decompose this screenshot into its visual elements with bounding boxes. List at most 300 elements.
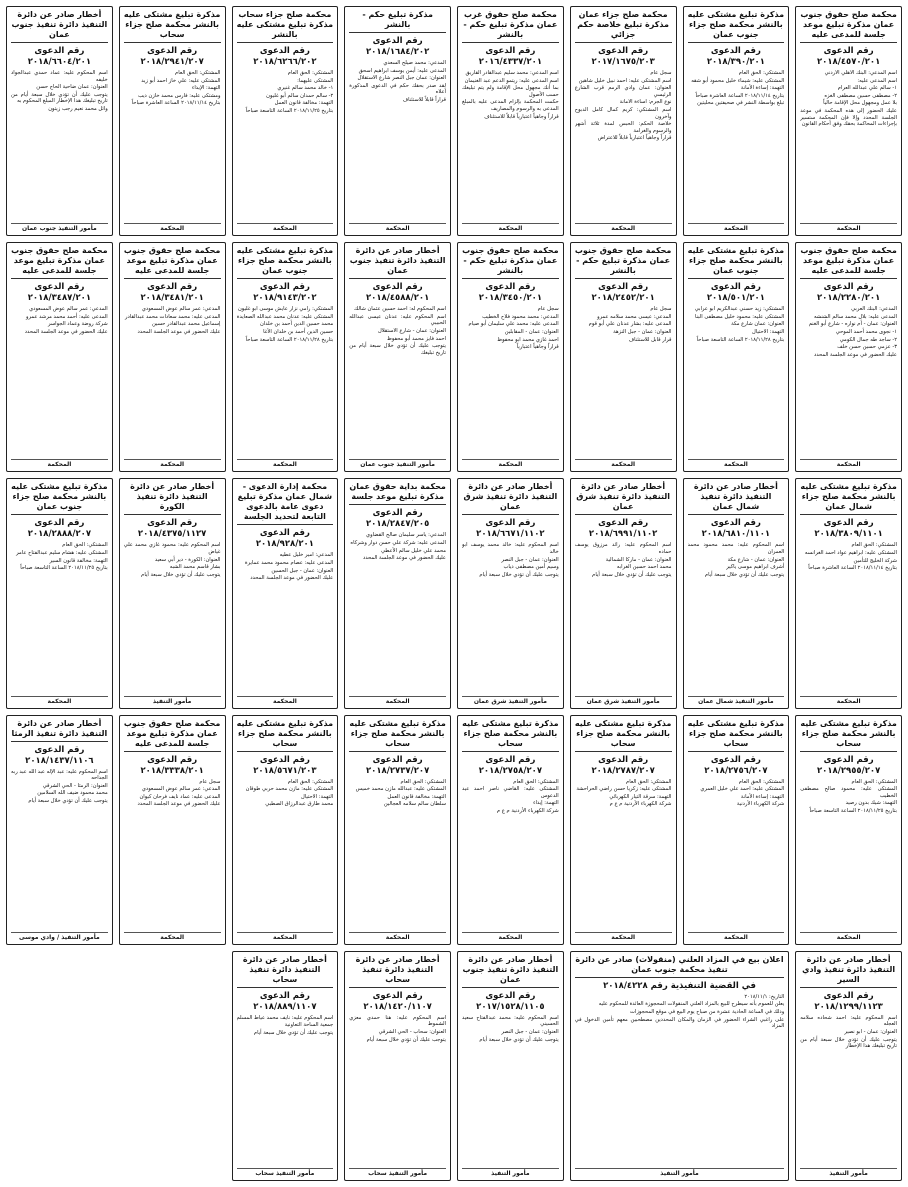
notice-header: محكمة صلح حقوق جنوب عمان مذكرة تبليغ موعد جلسة للمدعى عليه (800, 246, 897, 279)
notice-line: العنوان: عمان وادي الرمم قرب الشارع الرئيسي (574, 85, 672, 98)
notice-line: العنوان: عمان - شارع الاستقلال (377, 327, 446, 334)
notice-line: العنوان: عمان شارع مكة (731, 321, 785, 328)
notice-line: التهمة: مخالفة قانون العمل (274, 100, 334, 107)
notice-line: المشتكى عليه: مازن محمد حربي طوقان (245, 786, 334, 793)
notice-line: اسم المحكوم عليه: نايف محمد عياط المسلم (236, 1014, 334, 1021)
notice-body (462, 542, 559, 694)
notice-header: محكمة بداية حقوق عمان مذكرة تبليغ موعد جلسة (349, 482, 446, 505)
notice-header: أخطار صادر عن دائرة التنفيذ دائرة تنفيذ سحاب (349, 955, 446, 988)
notice-line: محمد حسين الدين أحمد بن خلدان (260, 321, 334, 328)
case-number: رقم الدعوى ٢٠١٨/١٢٩٩/١١٢٣ (814, 990, 883, 1012)
notice-line: المدعي: عمر سالم عوض المسعودي (141, 786, 221, 793)
notice-header: محكمة صلح حقوق جنوب عمان مذكرة تبليغ موعد جلسة للمدعى عليه (11, 246, 108, 279)
legal-notice (570, 242, 677, 472)
notice-line: يتوجب عليك أن تؤدي خلال سبعة أيام من تاريخ تبليغك هذا الإخطار (800, 1036, 897, 1050)
notice-line: وائل محمد نعيم رجب زيتون (48, 105, 108, 112)
notice-body (349, 1015, 446, 1167)
notice-signature: المحكمة (575, 932, 672, 941)
notice-signature: المحكمة (349, 696, 446, 705)
legal-notice (457, 478, 564, 708)
notice-line: العنوان: عمان - ابو نصير (844, 1028, 897, 1035)
notice-line: سلطان سالم سلامه العجالين (383, 801, 446, 808)
notice-line: تبلغ بواسطة النشر في صحيفتين محليتين (697, 100, 785, 107)
case-number: رقم الدعوى ٢٠١٨/٦٨١٠/١١٠١ (701, 518, 771, 540)
notice-body (688, 779, 785, 931)
legal-notice (6, 6, 113, 236)
notice-header: مذكرة تبليغ مشتكى عليه بالنشر محكمة صلح جزاء سحاب (800, 719, 897, 752)
notice-line: اسم المشتكي: كريم كمال كامل الدبوح وآخرون (574, 106, 672, 120)
notice-line: المشتكى عليه: القاضي ناصر احمد عيد الدعوس (462, 786, 559, 799)
legal-notice (232, 951, 339, 1181)
notice-body (237, 306, 334, 458)
notice-body (237, 552, 334, 694)
notice-header: أخطار صادر عن دائرة التنفيذ دائرة تنفيذ سحاب (237, 955, 334, 988)
notice-body (462, 70, 559, 222)
notice-header: مذكرة تبليغ مشتكى عليه بالنشر محكمة صلح جزاء جنوب عمان (237, 246, 334, 279)
legal-notice (232, 715, 339, 945)
notice-line: المشتكى عليه: احمد علي خليل العمري (700, 786, 785, 793)
notice-body (237, 1015, 334, 1167)
case-number: رقم الدعوى ٢٠١٨/٣٩٠/٢٠١ (706, 46, 765, 67)
notice-header: أخطار صادر عن دائرة التنفيذ دائرة تنفيذ شمال عمان (688, 482, 785, 515)
notice-line: المشتكي: الحق العام (62, 542, 108, 549)
notice-signature: المحكمة (575, 223, 672, 232)
notice-header: محكمة صلح حقوق جنوب عمان مذكرة تبليغ موعد جلسة للمدعى عليه (800, 10, 897, 43)
notice-line: بلا عمل ومجهول محل الإقامة حالياً (823, 100, 897, 107)
case-number: رقم الدعوى ٢٠١٧/١٥٢٨/١١٠٥ (476, 990, 545, 1012)
notice-body (237, 779, 334, 931)
notice-signature: المحكمة (349, 932, 446, 941)
notice-line: اسم المشتكى عليه: احمد نبيل خليل شاهين (578, 77, 672, 84)
notice-line: بما أنك مجهول محل الإقامة ولم يتم تبليغك حسب الأصول (462, 85, 559, 98)
notice-body (349, 306, 446, 458)
notice-line: بتاريخ ٢٠١٨/١١/٢٨ الساعة التاسعة صباحاً (245, 336, 334, 343)
notice-header: أخطار صادر عن دائرة التنفيذ دائرة تنفيذ شرق عمان (575, 482, 672, 515)
legal-notice (232, 242, 339, 472)
notice-signature: مأمور التنفيذ شرق عمان (575, 696, 672, 705)
notice-signature: مأمور التنفيذ سحاب (237, 1168, 334, 1177)
notice-signature: المحكمة (124, 223, 221, 232)
case-number: رقم الدعوى ٢٠١٨/٢٧٨٧/٢٠٧ (591, 754, 655, 776)
notice-header: أخطار صادر عن دائرة التنفيذ دائرة تنفيذ شرق عمان (462, 482, 559, 515)
legal-notice (570, 478, 677, 708)
notice-line: قراراً وجاهياً اعتبارياً قابلاً للاستئناف (484, 113, 559, 120)
notice-body (11, 70, 108, 222)
case-number: رقم الدعوى ٢٠١٨/٨٨٩/١١٠٧ (253, 990, 317, 1012)
notice-header: مذكرة تبليغ مشتكى عليه بالنشر محكمة صلح جزاء سحاب (462, 719, 559, 752)
notice-signature: مأمور التنفيذ شرق عمان (462, 696, 559, 705)
notice-header: محكمة صلح حقوق جنوب عمان مذكرة تبليغ حكم - بالنشر (462, 246, 559, 279)
notice-header: اعلان بيع في المزاد العلني (منقولات) صادر عن دائرة تنفيذ محكمة جنوب عمان (575, 955, 785, 978)
notice-signature: المحكمة (688, 459, 785, 468)
notice-line: التهمة: سرقة التيار الكهربائي (609, 793, 672, 800)
notice-line: يتوجب عليك أن تؤدي خلال سبعة أيام (479, 571, 559, 578)
notice-body (800, 306, 897, 458)
case-number: رقم الدعوى ٢٠١٨/١٤٣٧/١١٠٦ (25, 744, 94, 766)
notice-header: مذكرة تبليغ مشتكى عليه بالنشر محكمة صلح جزاء سحاب (237, 719, 334, 752)
legal-notice (344, 715, 451, 945)
notice-line: ١- نجوى محمد أحمد الموحي (835, 328, 897, 335)
notice-line: المشتكى عليه: شيماء خليل محمود أبو شقه (691, 77, 785, 84)
notice-line: يتوجب عليك أن تؤدي خلال سبعة أيام (704, 571, 785, 578)
notice-line: العنوان: عمان - جبل النصر (501, 556, 559, 563)
notice-line: العنوان: الرمثا - الحي الشرقي (42, 782, 108, 789)
notice-line: ٢- سالم حمدان سالم أبو غليون (266, 92, 334, 99)
notice-line: التهمة: إساءة الأمانة (740, 793, 785, 800)
notice-line: المشتكى عليهما: (297, 77, 334, 84)
notice-line: المشتكي: الحق العام (175, 70, 221, 76)
notice-body (575, 542, 672, 694)
notice-line: عليك الحضور في موعد الجلسة المحدد (362, 555, 446, 562)
notice-line: المدعى عليه: شركة علي حسن دوار وشركاه (350, 539, 446, 546)
notice-line: ١- سالم علي عبدالله العرام (837, 85, 897, 92)
notice-signature: المحكمة (462, 932, 559, 941)
notice-line: قراراً وجاهياً اعتبارياً (516, 344, 559, 351)
notice-line: قراراً وجاهياً اعتبارياً قابلاً للاعتراض (597, 135, 672, 142)
legal-notice (570, 6, 677, 236)
notice-body (800, 542, 897, 694)
notice-header: محكمة صلح حقوق غرب عمان مذكرة تبليغ حكم - بالنشر (462, 10, 559, 43)
notice-line: التهمة: الإيذاء (191, 85, 221, 92)
legal-notice (457, 242, 564, 472)
notice-line: المشتكي: رامي نزار عايش موسى أبو غليون (237, 306, 334, 313)
notice-line: المدعى عليه: أحمد محمد مرشد عمرو (26, 313, 108, 320)
notice-line: التاريخ: ٢٠١٨/١١/١ (744, 993, 785, 1000)
notice-signature: مأمور التنفيذ / وادي موسى (11, 932, 108, 941)
legal-notice (795, 478, 902, 708)
notice-header: مذكرة تبليغ مشتكى عليه بالنشر محكمة صلح جزاء سحاب (575, 719, 672, 752)
case-number: رقم الدعوى ٢٠١٨/٢٨٤٧/٢٠٥ (365, 508, 430, 530)
notice-line: يعلن للعموم بأنه سيطرح للبيع بالمزاد العلني المنقولات المحجوزة العائدة للمحكوم عليه (598, 1001, 785, 1008)
notice-line: المدعي: عمر سالم عوض المسعودي (29, 306, 108, 313)
notice-body (688, 542, 785, 694)
case-number: رقم الدعوى ٢٠١٨/٤٥٧٠/٢٠١ (816, 46, 881, 67)
notice-line: شركة الخليج للتأمين (853, 557, 897, 564)
notice-line: بتاريخ ٢٠١٨/١١/٢٥ الساعة التاسعة صباحاً (809, 807, 897, 814)
notice-signature: المحكمة (462, 223, 559, 232)
notice-body (124, 70, 221, 222)
notice-body (800, 1015, 897, 1167)
notice-line: عليك الحضور في موعد الجلسة المحدد (24, 328, 108, 335)
notice-line: التهمة: مخالفة قانون العمل (387, 793, 446, 800)
notice-line: على راغبي الشراء الحضور في الزمان والمكان المحددين مصطحبين معهم تأمين الدخول في المزاد (574, 1016, 785, 1030)
notice-header: أخطار صادر عن دائرة التنفيذ دائرة تنفيذ الكورة (124, 482, 221, 515)
notice-body (575, 306, 672, 458)
notice-line: المدعي: محمد محمود فلاح الخطيب (482, 313, 559, 320)
notice-line: حسين الدين أحمد بن خلدان الأغا (263, 328, 334, 335)
notice-line: المشتكي: الحق العام (851, 778, 897, 785)
notice-signature: المحكمة (124, 459, 221, 468)
notice-signature: مأمور التنفيذ سحاب (349, 1168, 446, 1177)
notice-signature: المحكمة (237, 932, 334, 941)
notice-body (800, 779, 897, 931)
notice-line: اسم المحكوم عليه: عدنان عيسى عبدالله الحبيبي (349, 313, 446, 327)
notice-header: محكمة صلح جزاء عمان مذكرة تبليغ خلاصة حكم جزائي (575, 10, 672, 43)
case-number: رقم الدعوى ٢٠١٨/٩٢٨/٢٠١ (255, 528, 314, 550)
notice-line: العنوان: عمان - المقابلين (504, 328, 559, 335)
case-number: رقم الدعوى ٢٠١٨/٣٣٣٨/٢٠١ (140, 754, 204, 776)
case-number: رقم الدعوى ٢٠١٨/٦٦٠٤/٢٠١ (27, 46, 92, 67)
notice-line: المدعى عليه: أيمن يوسف ابراهيم اسحق (358, 67, 446, 74)
notice-line: اسم المحكوم عليه: محمد محمود محمد العمران (687, 542, 785, 555)
notice-header: مذكرة تبليغ مشتكى عليه بالنشر محكمة صلح جزاء سحاب (124, 10, 221, 43)
notice-line: بتاريخ ٢٠١٨/١١/١٤ الساعة العاشرة صباحاً (695, 92, 785, 99)
case-number: رقم الدعوى ٢٠١٧/١٦٧٥/٢٠٣ (591, 46, 655, 67)
notice-body (575, 994, 785, 1167)
legal-notice (795, 6, 902, 236)
notice-signature: المحكمة (237, 223, 334, 232)
notice-line: ٢- مصطفى حسين مصطفى الغزه (824, 92, 897, 99)
notice-body (11, 306, 108, 458)
notice-line: بشار قاسم محمد الشبه (169, 564, 221, 571)
notice-line: بتاريخ ٢٠١٨/١١/١٤ الساعة العاشرة صباحاً (131, 100, 221, 107)
notice-body (124, 542, 221, 694)
notice-line: المدعي: أمير خليل عطيه (279, 552, 334, 559)
notice-line: بتاريخ ٢٠١٨/١١/٢٥ الساعة التاسعة صباحاً (245, 107, 334, 114)
notice-signature: المحكمة (237, 696, 334, 705)
notice-line: اسم المدعى عليه: (857, 77, 897, 84)
case-number: رقم الدعوى ٢٠١٨/٣٤٨١/٢٠١ (140, 282, 204, 304)
legal-notice (570, 715, 677, 945)
notice-line: محمد محمود ضيف الله السلامين (37, 790, 108, 797)
notice-line: اسم المحكوم عليه: رائد مرزوق يوسف حماده (574, 542, 672, 555)
notice-line: عليك الحضور في موعد الجلسة المحدد (137, 328, 221, 335)
notice-signature: المحكمة (575, 459, 672, 468)
notice-line: اسم المدعى عليه: ريتمو الدعم عبد الغنيمان (464, 77, 559, 84)
legal-notice (344, 478, 451, 708)
notice-line: العنوان: عمان - ماركا الشمالية (605, 556, 672, 563)
case-number: رقم الدعوى ٢٠١٨/٦٦٧١/١١٠٢ (476, 518, 545, 540)
notice-body (462, 306, 559, 458)
notice-header: أخطار صادر عن دائرة التنفيذ دائرة تنفيذ جنوب عمان (349, 246, 446, 279)
legal-notice (119, 242, 226, 472)
notice-line: المشتكى عليه: هشام سليم عبدالفتاح عامر (16, 549, 108, 556)
legal-notice (6, 715, 113, 945)
legal-notice (570, 951, 790, 1181)
legal-notice (6, 242, 113, 472)
notice-header: أخطار صادر عن دائرة التنفيذ دائرة تنفيذ جنوب عمان (11, 10, 108, 43)
notice-signature: المحكمة (688, 223, 785, 232)
case-number: رقم الدعوى ٢٠١٨/٢٨٨٨/٢٠٧ (27, 518, 92, 540)
notice-body (124, 779, 221, 931)
case-number: رقم الدعوى ٢٠١٨/٢٧٥٦/٢٠٧ (704, 754, 768, 776)
notice-body (800, 70, 897, 222)
notice-body (124, 306, 221, 458)
notice-line: حكمت المحكمة بإلزام المدعى عليه بالمبلغ المدعى به والرسوم والمصاريف (462, 99, 559, 112)
legal-notice (119, 6, 226, 236)
notice-line: اسم المحكوم عليه: هنا حمدي معزي الشموط (349, 1014, 446, 1028)
notice-line: اسم المحكوم عليه: احمد شحاده سلامه العجله (800, 1014, 897, 1028)
notice-signature: مأمور التنفيذ (124, 696, 221, 705)
notice-signature: المحكمة (349, 223, 446, 232)
notice-line: بتاريخ ٢٠١٨/١١/٢٨ الساعة التاسعة صباحاً (696, 336, 785, 343)
notice-line: المدعى عليه: بلال محمد سالم الشنشه (813, 313, 897, 320)
notice-line: المشتكى عليه: علي خاز احمد أبو زيد (141, 77, 221, 84)
notice-signature: المحكمة (124, 932, 221, 941)
notice-header: محكمة صلح حقوق جنوب عمان مذكرة تبليغ حكم - بالنشر (575, 246, 672, 279)
case-number: رقم الدعوى ٢٠١٨/٤٣٧٥/١١٢٧ (137, 518, 207, 540)
legal-notice (344, 242, 451, 472)
case-number: رقم الدعوى ٢٠١٨/٣٨٠٩/١١٠١ (814, 518, 883, 540)
notice-header: محكمة صلح حقوق جنوب عمان مذكرة تبليغ موعد جلسة للمدعى عليه (124, 246, 221, 279)
legal-notice (683, 242, 790, 472)
notice-line: التهمة: الاحتيال (752, 328, 785, 335)
notice-line: اسم المحكوم عليه: عماد حمدي عبدالجواد خليفه (11, 70, 108, 83)
case-number: رقم الدعوى ٢٠١٨/٢٩٥٥/٢٠٧ (816, 754, 881, 776)
notice-signature: المحكمة (800, 932, 897, 941)
notice-line: المشتكي: الحق العام (626, 778, 672, 785)
case-number: رقم الدعوى ٢٠١٨/٦٩٩١/١١٠٢ (588, 518, 658, 540)
notice-line: شركة روضة وعماد الجواسر (47, 321, 108, 328)
notice-body (462, 1015, 559, 1167)
notice-signature: المحكمة (800, 223, 897, 232)
legal-notice (683, 715, 790, 945)
notice-line: يتوجب عليك أن تؤدي خلال سبعة أيام (592, 571, 672, 578)
notice-line: اسم المحكوم له: أحمد حسين عثمان شالك (353, 306, 446, 313)
case-number: رقم الدعوى ٢٠١٨/١٦٨٤/٢٠٢ (365, 36, 430, 57)
notice-line: اسم المحكوم عليه: محمود غازي محمد علي غياض (123, 542, 221, 555)
case-number: رقم الدعوى ٢٠١٨/٥٠١/٢٠١ (706, 282, 765, 304)
notice-line: التهمة: الاحتيال (301, 793, 334, 800)
notice-header: محكمة صلح جزاء سحاب مذكرة تبليغ مشتكى عليه بالنشر (237, 10, 334, 43)
notice-body (575, 779, 672, 931)
notice-line: سجل عام (650, 70, 672, 76)
notice-line: المشتكي: الحق العام (738, 70, 785, 76)
notice-line: شركة الكهرباء الأردنية (736, 801, 785, 808)
notice-line: يتوجب عليك أن تؤدي خلال سبعة أيام (253, 1029, 334, 1036)
notice-line: المشتكي: الحق العام (287, 778, 334, 785)
notice-line: اسم المحكوم عليه: خالد محمد يوسف أبو خالد (462, 542, 559, 555)
notice-line: احمد غازي محمد ابو محفوظ (497, 336, 559, 343)
legal-notice (683, 478, 790, 708)
case-number: رقم الدعوى ٢٠١٨/٣٤٨٧/٢٠١ (27, 282, 92, 304)
notice-signature: المحكمة (11, 696, 108, 705)
notice-line: ومشتكى عليه: فارس محمد خازن ذيب (137, 92, 221, 99)
notice-line: العنوان: الكورة - دير أبي سعيد (154, 556, 221, 563)
notice-header: محكمة صلح حقوق جنوب عمان مذكرة تبليغ موعد جلسة للمدعى عليه (124, 719, 221, 752)
notice-line: عليك الحضور إلى هذه المحكمة في موعد الجلسة المحدد وإلا فإن المحكمة ستسير بإجراءات المحاكمة بحقك وفق أحكام القانون (800, 107, 897, 128)
notice-line: المدعى عليه: محمد سعادات محمد عبدالقادر (124, 313, 221, 320)
notice-line: المشتكى عليه: عدنان محمد عبدالله الصعايدة (236, 313, 334, 320)
notice-signature: المحكمة (688, 932, 785, 941)
notice-header: محكمة إدارة الدعوى - شمال عمان مذكرة تبليغ دعوى عامة بالدعوى التابعة لتحديد الجلسة (237, 482, 334, 525)
notice-line: اسم المدعي: البنك الأهلي الأردني (824, 70, 897, 76)
notice-line: المشتكي: الحق العام (287, 70, 334, 76)
notice-line: المشتكي: الحق العام (851, 542, 897, 549)
notice-line: العنوان: عمان - شارع مكة (727, 556, 785, 563)
notice-body (462, 779, 559, 931)
notice-line: التهمة: شيك بدون رصيد (845, 800, 897, 807)
legal-notice (683, 6, 790, 236)
notice-header: أخطار صادر عن دائرة التنفيذ دائرة تنفيذ الرمثا (11, 719, 108, 742)
notice-header: مذكرة تبليغ مشتكى عليه بالنشر محكمة صلح جزاء جنوب عمان (688, 10, 785, 43)
notice-body (349, 779, 446, 931)
legal-notice (119, 715, 226, 945)
notice-line: ٣- عزمي حسين حسن خلف (837, 344, 897, 351)
notice-line: عليك الحضور في موعد الجلسة المحدد (813, 351, 897, 358)
notice-line: المشتكي: الحق العام (738, 778, 785, 785)
case-number: رقم الدعوى ٢٠١٦/٤٣٣٧/٢٠١ (478, 46, 543, 67)
notice-line: أشرف ابراهيم موسى ياكير (726, 564, 785, 571)
legal-notice (232, 6, 339, 236)
legal-notice (6, 478, 113, 708)
notice-line: عليك الحضور في موعد الجلسة المحدد (250, 575, 334, 582)
notice-line: ٢- ساجد طه جمال الكومي (839, 336, 897, 343)
notice-line: وسيم أمين مصطفى ذياب (503, 564, 559, 571)
notice-line: نوع الجرم: اساءة الامانة (619, 99, 672, 106)
notice-signature: المحكمة (462, 459, 559, 468)
notice-signature: مأمور التنفيذ (462, 1168, 559, 1177)
notice-header: مذكرة تبليغ مشتكى عليه بالنشر محكمة صلح جزاء جنوب عمان (688, 246, 785, 279)
notice-line: المشتكى عليه: محمود خليل مصطفى البنا (694, 313, 785, 320)
notice-line: المدعى عليه: محمد علي سليمان أبو صيام (468, 321, 559, 328)
notice-line: يتوجب عليك أن تؤدي خلال سبعة أيام من تاريخ تبليغك هذا الإخطار المبلغ المحكوم به (11, 91, 108, 105)
notice-line: اسم المحكوم عليه: عبد الإله عبد الله عبد ربه الجداحه (11, 768, 108, 782)
notice-line: وذلك في الساعة الحادية عشرة من صباح يوم البيع في موقع المحجوزات (630, 1008, 785, 1015)
notice-signature: المحكمة (800, 696, 897, 705)
notice-signature: المحكمة (800, 459, 897, 468)
case-number: في القضية التنفيذية رقم ٢٠١٨/٤٢٢٨ (603, 980, 756, 991)
notice-line: المدعي: محمد صيلح السعدي (383, 60, 446, 66)
legal-notice (457, 951, 564, 1181)
notice-line: المدعى عليه: عصام محمود محمد عمايرة (244, 559, 334, 566)
notice-line: العنوان: سحاب - الحي الشرقي (378, 1028, 446, 1035)
notice-line: العنوان: عمان ضاحية الحاج حسن (36, 84, 108, 91)
notice-line: جمعية الساحة التعاونية (284, 1022, 334, 1029)
notice-line: العنوان: عمان - جبل الحسين (271, 567, 334, 574)
legal-notice (795, 715, 902, 945)
notice-line: محمد علي خليل سالم الأعطي (380, 547, 446, 554)
notice-body (349, 532, 446, 694)
notice-header: أخطار صادر عن دائرة التنفيذ دائرة تنفيذ جنوب عمان (462, 955, 559, 988)
case-number: رقم الدعوى ٢٠١٨/٢٩٤١/٢٠٧ (140, 46, 204, 67)
notice-line: المدعى عليه: بشار عدنان علي أبو قوم (588, 321, 672, 328)
notice-header: مذكرة تبليغ مشتكى عليه بالنشر محكمة صلح جزاء سحاب (688, 719, 785, 752)
notice-line: بتاريخ ٢٠١٨/١١/١٤ الساعة العاشرة صباحاً (808, 565, 897, 572)
notice-line: شركة الكهرباء الأردنية م ع م (496, 807, 559, 814)
legal-notice (457, 6, 564, 236)
notice-line: المشتكي: الحق العام (400, 778, 446, 785)
legal-notice (457, 715, 564, 945)
notice-signature: المحكمة (237, 459, 334, 468)
notice-body (11, 769, 108, 931)
notice-header: مذكرة تبليغ مشتكى عليه بالنشر محكمة صلح جزاء سحاب (349, 719, 446, 752)
case-number: رقم الدعوى ٢٠١٨/٥٦٧١/٢٠٣ (253, 754, 317, 776)
notice-line: المشتكى عليه: زكريا حسن راضي الحراحشة (576, 786, 672, 793)
notice-line: احمد فايز محمد أبو محفوظ (387, 335, 446, 342)
legal-notice (344, 951, 451, 1181)
notice-line: سجل عام (199, 778, 221, 785)
case-number: رقم الدعوى ٢٠١٨/٢٧٥٨/٢٠٧ (478, 754, 543, 776)
notice-line: المشتكى عليه: عبدالله مازن محمد خميس (355, 786, 446, 793)
notice-line: ١- خالد محمد سالم غنيري (277, 85, 334, 92)
case-number: رقم الدعوى ٢٠١٨/٤٥٨٨/٢٠١ (365, 282, 430, 304)
notice-line: سجل عام (650, 306, 672, 313)
notice-signature: المحكمة (11, 459, 108, 468)
notice-line: المدعي: البنك العربي (851, 306, 897, 313)
notice-line: محمد احمد حسين الغرابه (616, 564, 672, 571)
notice-line: يتوجب عليك أن تؤدي خلال سبعة أيام من تاريخ تبليغك (349, 343, 446, 356)
notice-body (237, 70, 334, 222)
notice-line: قرار قابل للاستئناف (628, 336, 672, 343)
notice-signature: مأمور التنفيذ (575, 1168, 785, 1177)
notice-header: مذكرة تبليغ حكم - بالنشر (349, 10, 446, 33)
notice-line: التهمة: إساءة الأمانة (740, 85, 785, 92)
notice-header: مذكرة تبليغ مشتكى عليه بالنشر محكمة صلح جزاء جنوب عمان (11, 482, 108, 515)
notice-line: المدعي: عيسى محمد سلامه عمرو (597, 313, 672, 320)
notice-line: سجل عام (537, 306, 559, 313)
notice-line: التهمة: مخالفة قانون السير (49, 557, 108, 564)
